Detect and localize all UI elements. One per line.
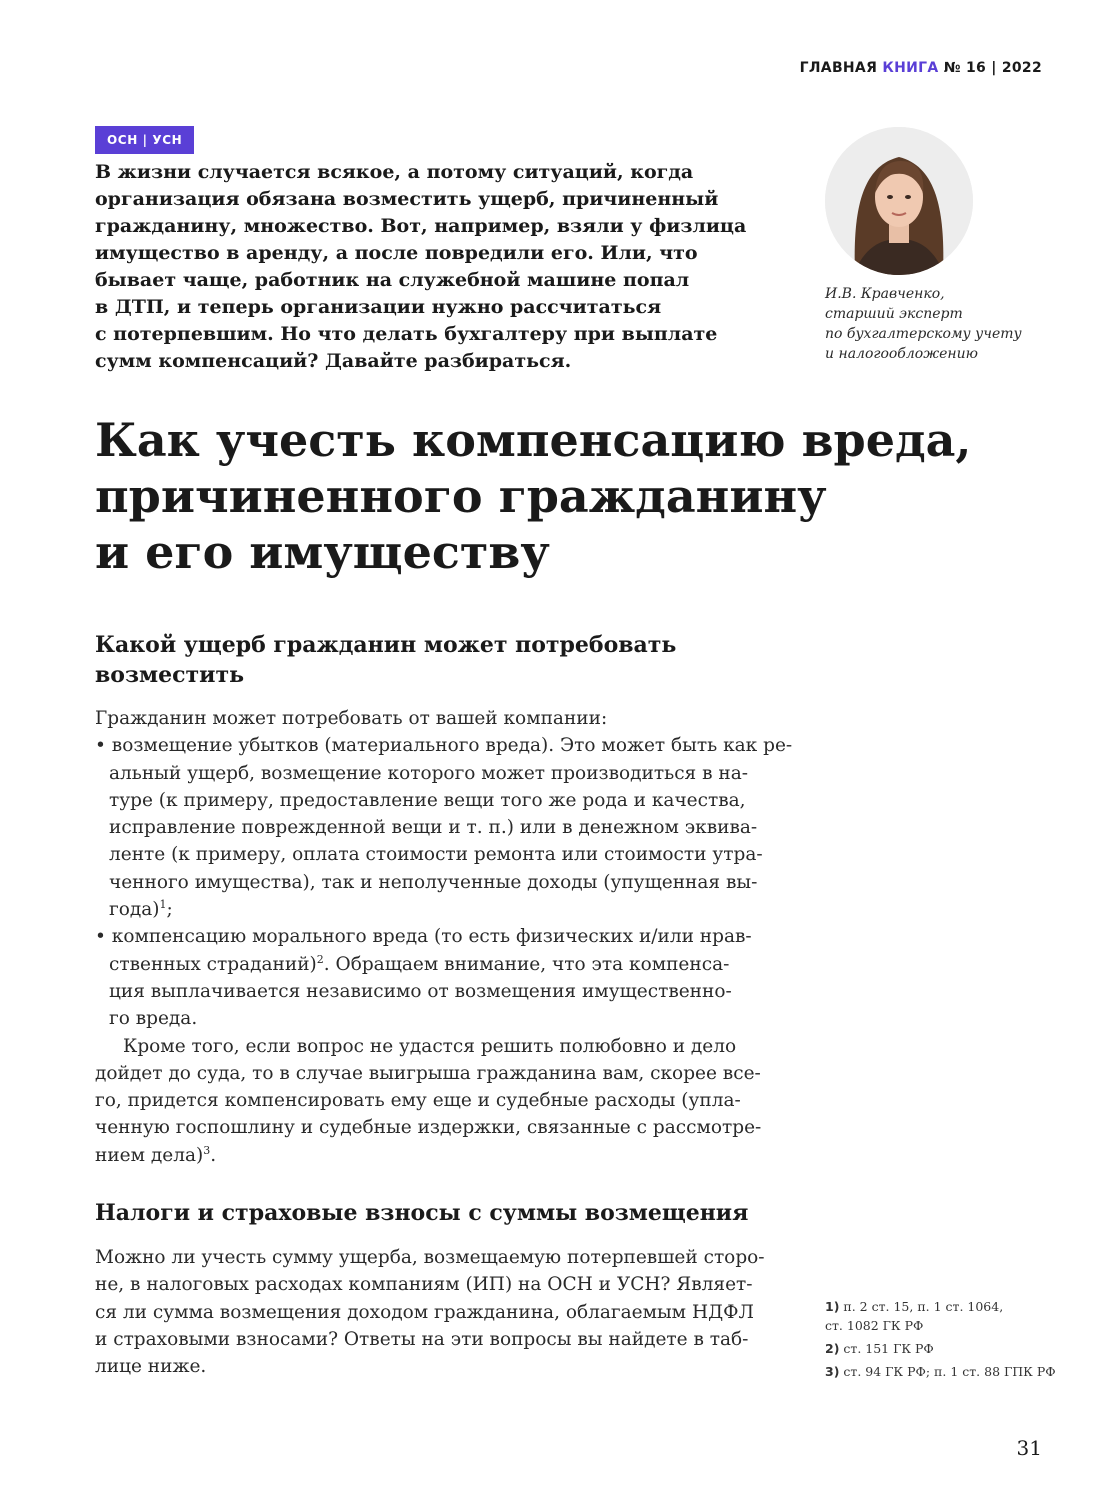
body-text: . [210,1144,217,1166]
lead-line: имущество в аренду, а после повредили его. Или, что [95,242,698,264]
footnote [825,1339,1075,1358]
author-portrait-icon [825,127,973,275]
title-line: и его имуществу [95,525,550,579]
lead-line: В жизни случается всякое, а потому ситуаций, когда [95,161,694,183]
title-line: причиненного гражданину [95,469,827,523]
section-body [95,1244,785,1380]
body-line: лице ниже. [95,1356,207,1378]
body-text: ; [166,899,173,921]
body-text: нием дела) [95,1144,204,1166]
body-line: Можно ли учесть сумму ущерба, возмещаемую потерпевшей сторо- [95,1247,765,1268]
body-line [95,951,785,978]
list-item: • возмещение убытков (материального вреда). Это может быть как ре- [95,735,793,757]
section-heading: Налоги и страховые взносы с суммы возмещения [95,1200,749,1226]
footnote-text: ст. 1082 ГК РФ [825,1318,924,1333]
title-line: Как учесть компенсацию вреда, [95,413,972,467]
magazine-name-accent: КНИГА [882,60,939,76]
body-line: исправление поврежденной вещи и т. п.) или в денежном эквива- [109,817,758,839]
footnote-ref: 3 [203,1143,211,1157]
footnote-text: п. 2 ст. 15, п. 1 ст. 1064, [843,1299,1004,1314]
author-caption [825,284,1045,364]
footnote-ref: 1 [159,897,167,911]
magazine-name: ГЛАВНАЯ [799,60,878,76]
author-position: старший эксперт [825,306,963,322]
body-line [95,1142,785,1169]
body-line: ся ли сумма возмещения доходом гражданина, облагаемым НДФЛ [95,1301,754,1323]
footnote-text: ст. 94 ГК РФ; п. 1 ст. 88 ГПК РФ [843,1364,1056,1379]
body-line: го, придется компенсировать ему еще и судебные расходы (упла- [95,1090,741,1112]
body-line: ленте (к примеру, оплата стоимости ремонта или стоимости утра- [109,844,763,866]
section-body [95,705,793,1169]
body-text: ственных страданий) [109,953,317,975]
lead-line: гражданину, множество. Вот, например, взяли у физлица [95,215,747,237]
footnote-ref: 2 [316,952,324,966]
body-line: альный ущерб, возмещение которого может производиться в на- [109,762,749,784]
author-position: по бухгалтерскому учету [825,326,1022,342]
body-line: дойдет до суда, то в случае выигрыша гражданина вам, скорее все- [95,1062,761,1084]
lead-paragraph [95,159,795,375]
body-text: года) [109,899,160,921]
footnotes [825,1297,1075,1385]
author-position: и налогообложению [825,346,978,362]
body-line: не, в налоговых расходах компаниям (ИП) на ОСН и УСН? Являет- [95,1274,753,1296]
author-photo [825,127,973,275]
body-line: туре (к примеру, предоставление вещи того же рода и качества, [109,789,746,811]
footnote-text: ст. 151 ГК РФ [843,1341,934,1356]
body-text: . Обращаем внимание, что эта компенса- [323,953,730,975]
footnote-number: 3) [825,1364,840,1379]
running-header [800,60,1042,76]
body-line [95,896,785,923]
article-title [95,412,995,580]
body-line: ченную госпошлину и судебные издержки, связанные с рассмотре- [95,1117,762,1139]
footnote [825,1362,1075,1381]
footnote-number: 2) [825,1341,840,1356]
lead-line: организация обязана возместить ущерб, причиненный [95,188,719,210]
rubric-badge: ОСН | УСН [95,126,194,154]
author-name: И.В. Кравченко, [825,286,945,302]
section-heading: Какой ущерб гражданин может потребовать возместить [95,632,677,688]
body-line: Кроме того, если вопрос не удастся решить полюбовно и дело [123,1035,737,1057]
body-line: ченного имущества), так и неполученные доходы (упущенная вы- [109,871,758,893]
body-line: Гражданин может потребовать от вашей компании: [95,708,608,729]
issue-number: № 16 | 2022 [943,60,1042,76]
lead-line: в ДТП, и теперь организации нужно рассчитаться [95,296,662,318]
footnote-number: 1) [825,1299,840,1314]
body-line: ция выплачивается независимо от возмещения имущественно- [109,980,732,1002]
body-line: го вреда. [109,1008,198,1030]
footnote [825,1297,1075,1335]
lead-line: сумм компенсаций? Давайте разбираться. [95,350,572,372]
lead-line: с потерпевшим. Но что делать бухгалтеру при выплате [95,323,718,345]
lead-line: бывает чаще, работник на служебной машине попал [95,269,690,291]
body-line: и страховыми взносами? Ответы на эти вопросы вы найдете в таб- [95,1328,749,1350]
page-number: 31 [1016,1436,1042,1460]
list-item: • компенсацию морального вреда (то есть физических и/или нрав- [95,926,752,948]
